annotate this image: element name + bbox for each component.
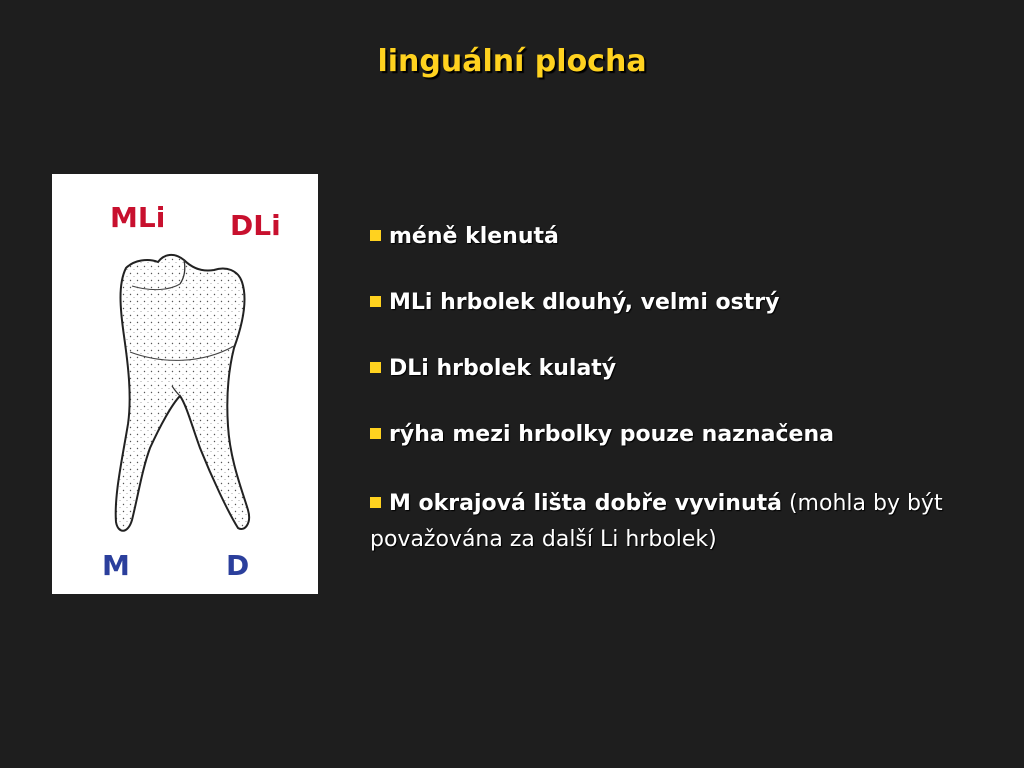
bullet-item	[370, 354, 970, 420]
bullet-note: (mohla by být považována za další Li hrbolek)	[370, 491, 943, 552]
square-bullet-icon	[370, 428, 381, 439]
tooth-outline	[116, 255, 249, 531]
bullet-text: MLi hrbolek dlouhý, velmi ostrý	[389, 290, 780, 315]
distal-root-label: D	[226, 549, 250, 582]
square-bullet-icon	[370, 497, 381, 508]
mesiolingual-cusp-label: MLi	[110, 201, 166, 234]
bullet-item	[370, 288, 970, 354]
bullet-item	[370, 420, 970, 486]
slide-title: linguální plocha	[377, 44, 647, 79]
square-bullet-icon	[370, 296, 381, 307]
distolingual-cusp-label: DLi	[230, 209, 281, 242]
bullet-list	[370, 222, 970, 558]
square-bullet-icon	[370, 362, 381, 373]
square-bullet-icon	[370, 230, 381, 241]
bullet-text: méně klenutá	[389, 224, 559, 249]
bullet-item	[370, 486, 970, 558]
bullet-text: rýha mezi hrbolky pouze naznačena	[389, 422, 834, 447]
bullet-text: M okrajová lišta dobře vyvinutá	[389, 491, 782, 516]
tooth-figure-panel	[52, 174, 318, 594]
bullet-text: DLi hrbolek kulatý	[389, 356, 617, 381]
bullet-item	[370, 222, 970, 288]
mesial-root-label: M	[102, 549, 130, 582]
